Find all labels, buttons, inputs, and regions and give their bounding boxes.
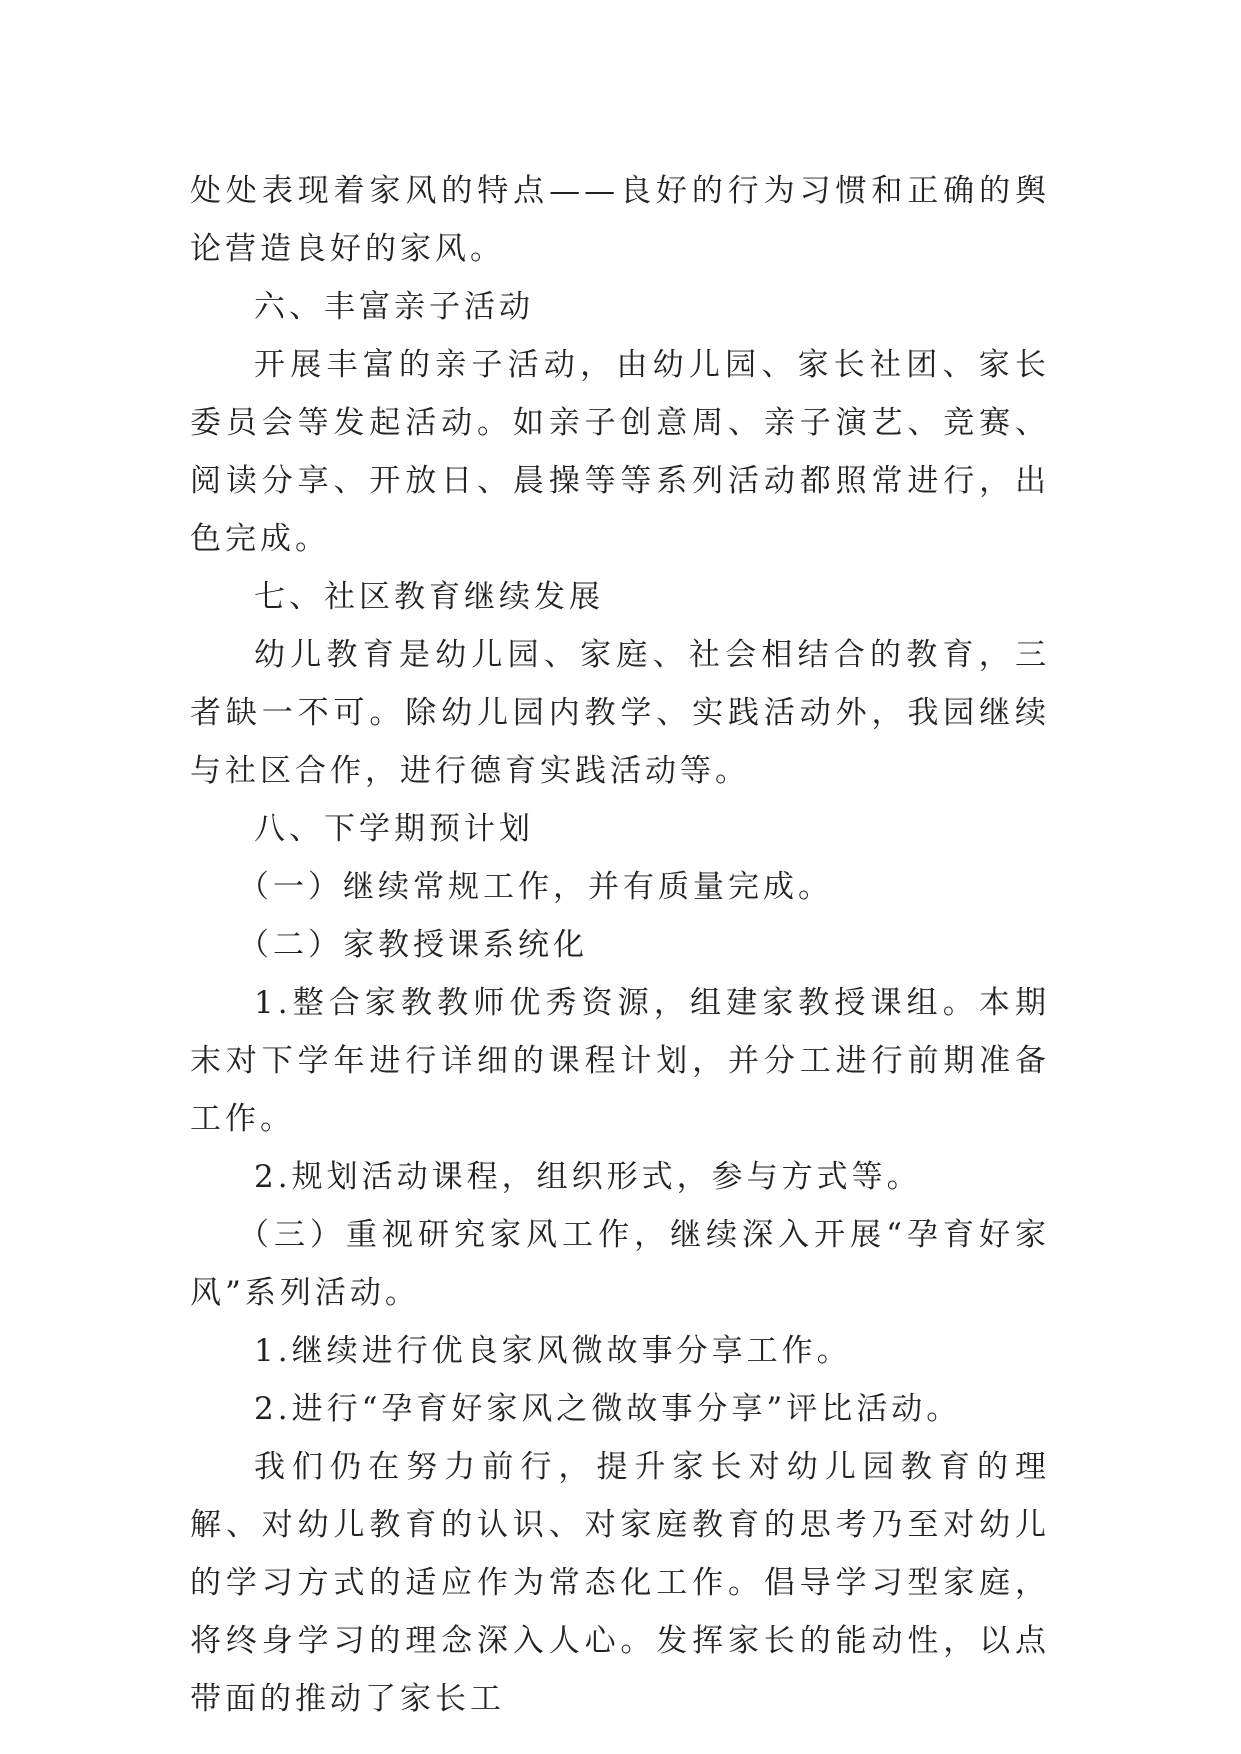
paragraph-conclusion: 我们仍在努力前行，提升家长对幼儿园教育的理解、对幼儿教育的认识、对家庭教育的思考乃至对幼儿的学习方式的适应作为常态化工作。倡导学习型家庭，将终身学习的理念深入人心。发挥家长的能动性，以点带面的推动了家长工 <box>190 1449 1050 1717</box>
section-heading-6: 六、丰富亲子活动 <box>254 289 534 325</box>
section-heading-7: 七、社区教育继续发展 <box>254 579 604 615</box>
section-heading-8: 八、下学期预计划 <box>254 811 534 847</box>
subheading-1: （一）继续常规工作，并有质量完成。 <box>238 869 833 905</box>
subheading-3: （三）重视研究家风工作，继续深入开展“孕育好家风”系列活动。 <box>190 1217 1050 1311</box>
list-item-3-1: 1.继续进行优良家风微故事分享工作。 <box>254 1333 852 1369</box>
document-body <box>190 162 1050 1728</box>
paragraph-parent-child-activities: 开展丰富的亲子活动，由幼儿园、家长社团、家长委员会等发起活动。如亲子创意周、亲子演艺、竞赛、阅读分享、开放日、晨操等等系列活动都照常进行，出色完成。 <box>190 347 1050 557</box>
list-item-2-1: 1.整合家教教师优秀资源，组建家教授课组。本期末对下学年进行详细的课程计划，并分工进行前期准备工作。 <box>190 985 1050 1137</box>
subheading-2: （二）家教授课系统化 <box>238 927 588 963</box>
list-item-2-2: 2.规划活动课程，组织形式，参与方式等。 <box>254 1159 922 1195</box>
paragraph-continuation: 处处表现着家风的特点——良好的行为习惯和正确的舆论营造良好的家风。 <box>190 173 1050 267</box>
list-item-3-2: 2.进行“孕育好家风之微故事分享”评比活动。 <box>254 1391 962 1427</box>
paragraph-community-education: 幼儿教育是幼儿园、家庭、社会相结合的教育，三者缺一不可。除幼儿园内教学、实践活动外，我园继续与社区合作，进行德育实践活动等。 <box>190 637 1050 789</box>
